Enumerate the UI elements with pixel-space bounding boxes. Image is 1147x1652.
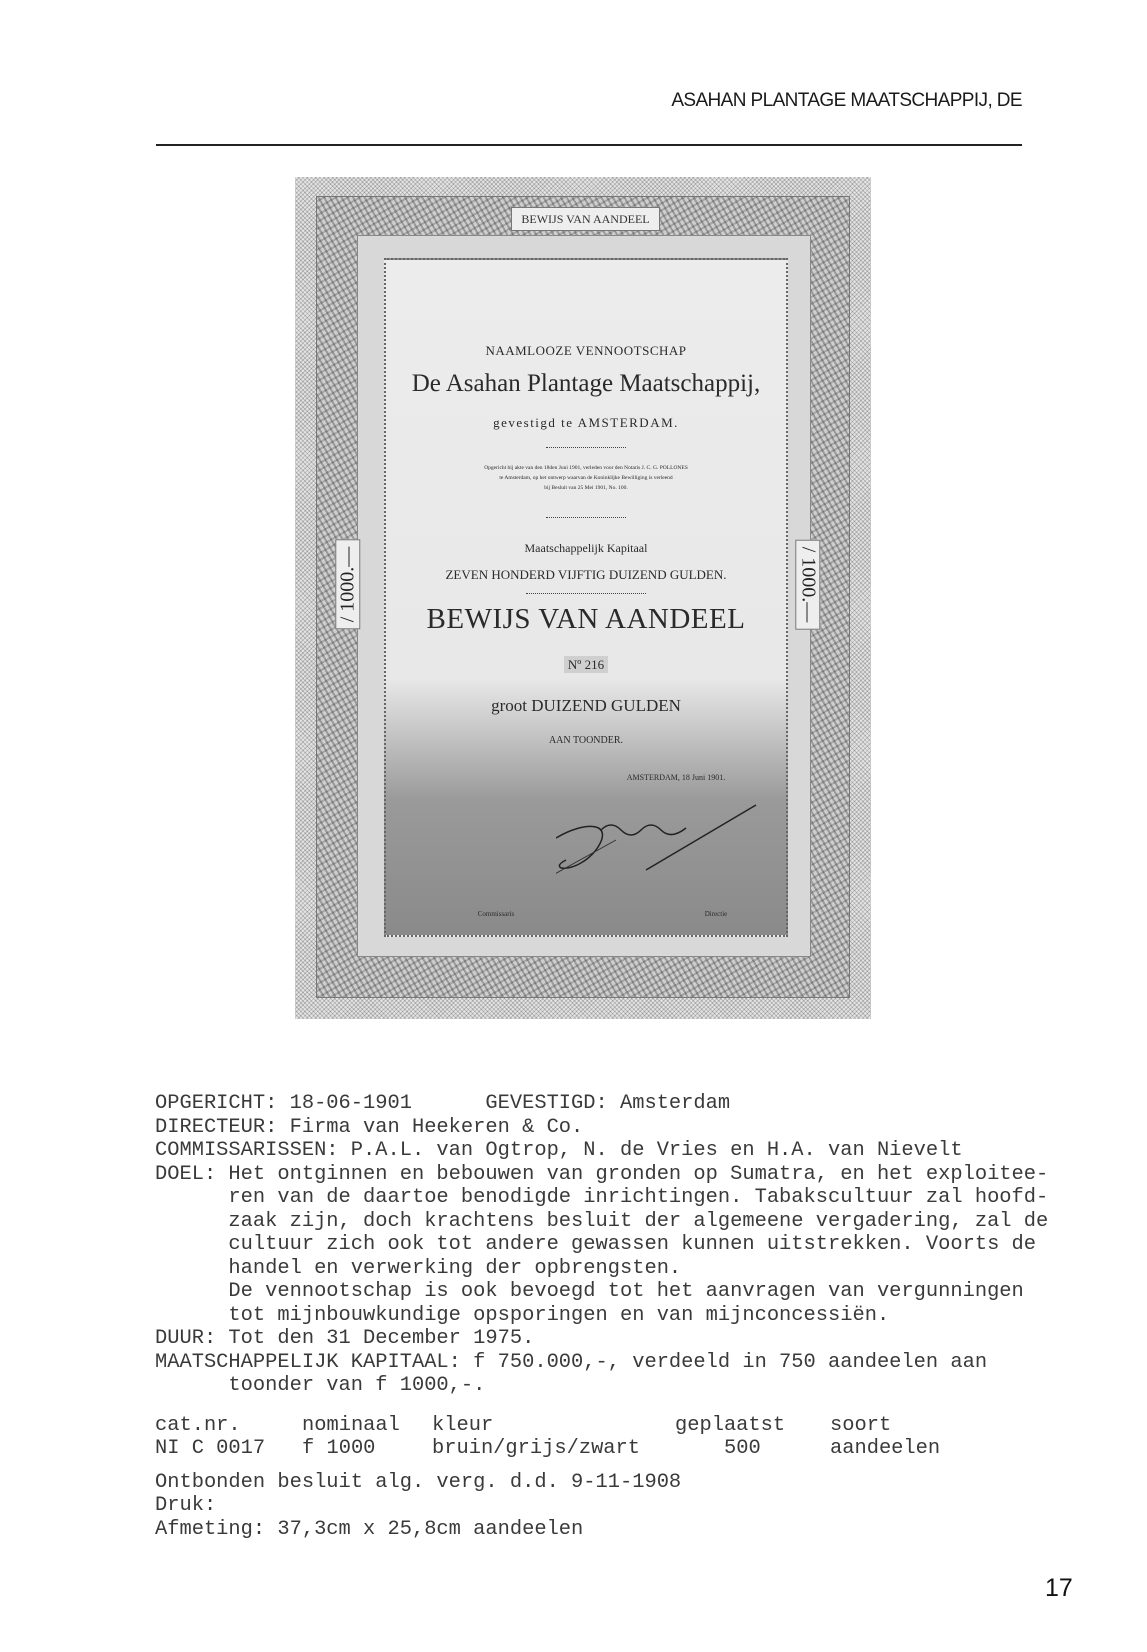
detail-line: MAATSCHAPPELIJK KAPITAAL: f 750.000,-, verdeeld in 750 aandeelen aan <box>155 1350 988 1374</box>
certificate-panel <box>384 258 788 937</box>
company-name: De Asahan Plantage Maatschappij, <box>411 370 761 397</box>
detail-line: DIRECTEUR: Firma van Heekeren & Co. <box>155 1115 584 1139</box>
side-value-right: / 1000.— <box>795 540 820 630</box>
company-seat: gevestigd te AMSTERDAM. <box>493 415 679 430</box>
detail-line: zaak zijn, doch krachtens besluit der algemeene vergadering, zal de <box>155 1209 1049 1233</box>
cell-soort: aandeelen <box>830 1437 941 1460</box>
place-date: AMSTERDAM, 18 Juni 1901. <box>626 773 726 782</box>
detail-line: handel en verwerking der opbrengsten. <box>155 1256 682 1280</box>
divider <box>546 447 626 448</box>
founding-line: Opgericht bij akte van den 18den Juni 1901, verleden voor den Notaris J. C. G. POLLONES <box>484 465 688 471</box>
header-kleur: kleur <box>432 1414 494 1437</box>
signer-left: Commissaris <box>477 910 515 918</box>
cell-nominaal: f 1000 <box>302 1437 376 1460</box>
dimensions-note: Afmeting: 37,3cm x 25,8cm aandeelen <box>155 1518 584 1541</box>
share-certificate-image <box>295 177 871 1019</box>
detail-line: DUUR: Tot den 31 December 1975. <box>155 1327 535 1350</box>
header-catnr: cat.nr. <box>155 1414 241 1437</box>
certificate-number <box>386 657 786 673</box>
founding-line: te Amsterdam, op het ontwerp waarvan de Koninklijke Bewilliging is verleend <box>499 475 673 481</box>
number-box: Nº 216 <box>564 656 608 673</box>
print-note: Druk: <box>155 1494 217 1517</box>
page-number: 17 <box>1045 1574 1073 1602</box>
running-title: ASAHAN PLANTAGE MAATSCHAPPIJ, DE <box>671 90 1022 111</box>
capital-words: ZEVEN HONDERD VIJFTIG DUIZEND GULDEN. <box>445 567 727 582</box>
signer-right: Directie <box>704 910 728 918</box>
cell-catnr: NI C 0017 <box>155 1437 266 1460</box>
cell-geplaatst: 500 <box>724 1437 761 1460</box>
detail-line: cultuur zich ook tot andere gewassen kunnen uitstrekken. Voorts de <box>155 1233 1037 1256</box>
signature-mark <box>556 800 776 900</box>
divider <box>526 593 646 594</box>
header-geplaatst: geplaatst <box>675 1414 786 1437</box>
detail-line: ren van de daartoe benodigde inrichtingen. Tabakscultuur zal hoofd- <box>155 1186 1049 1209</box>
detail-line: OPGERICHT: 18-06-1901 GEVESTIGD: Amsterdam <box>155 1092 731 1115</box>
company-details <box>155 1092 1048 1398</box>
detail-line: toonder van f 1000,-. <box>155 1374 486 1397</box>
cell-kleur: bruin/grijs/zwart <box>432 1437 641 1460</box>
detail-line: De vennootschap is ook bevoegd tot het aanvragen van vergunningen <box>155 1280 1024 1303</box>
side-value-left: / 1000.— <box>335 540 360 630</box>
bearer: AAN TOONDER. <box>548 735 624 746</box>
denomination: groot DUIZEND GULDEN <box>491 696 681 715</box>
certificate-top-label: BEWIJS VAN AANDEEL <box>511 207 660 231</box>
certificate-title: BEWIJS VAN AANDEEL <box>426 603 746 635</box>
capital-label: Maatschappelijk Kapitaal <box>524 541 648 555</box>
header-soort: soort <box>830 1414 892 1437</box>
header-nominaal: nominaal <box>302 1414 400 1437</box>
company-type: NAAMLOOZE VENNOOTSCHAP <box>485 343 687 358</box>
founding-line: bij Besluit van 25 Mei 1901, No. 100. <box>544 485 628 491</box>
detail-line: COMMISSARISSEN: P.A.L. van Ogtrop, N. de Vries en H.A. van Nievelt <box>155 1139 963 1162</box>
divider <box>546 517 626 518</box>
detail-line: tot mijnbouwkundige opsporingen en van mijnconcessiën. <box>155 1303 890 1327</box>
detail-line: DOEL: Het ontginnen en bebouwen van gronden op Sumatra, en het exploitee- <box>155 1162 1049 1186</box>
dissolved-note: Ontbonden besluit alg. verg. d.d. 9-11-1908 <box>155 1471 682 1494</box>
header-rule <box>156 144 1022 146</box>
